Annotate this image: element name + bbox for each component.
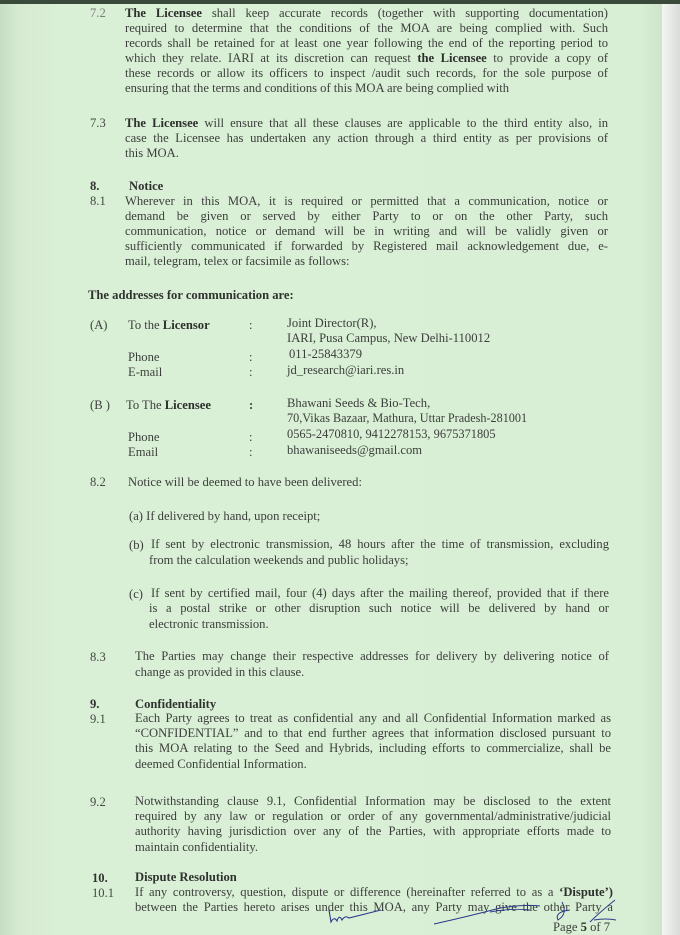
colon: : [249,365,253,379]
licensee-bold: The Licensee [125,116,199,130]
clause-8-2-intro: Notice will be deemed to have been delivered: [128,475,362,489]
clause-7-3-line: this MOA. [125,146,179,160]
clause-8-2-c-line: If sent by certified mail, four (4) days after the mailing thereof, provided that if there [151,586,609,600]
page-label: Page [553,920,581,934]
clause-7-2-line [125,6,608,21]
licensor-phone: 011-25843379 [289,347,362,361]
clause-9-1-line: Each Party agrees to treat as confidential any and all Confidential Information marked as [135,711,611,725]
clause-number-8-2: 8.2 [90,475,106,489]
licensor-email-label: E-mail [128,365,163,379]
signature-initials-left [325,906,385,930]
page-number [553,920,610,935]
licensee-address-line: Bhawani Seeds & Bio-Tech, [287,396,431,410]
clause-number-7-2: 7.2 [90,6,106,20]
clause-8-3-line: The Parties may change their respective addresses for delivery by delivering notice of [135,649,609,663]
clause-8-2-a: (a) If delivered by hand, upon receipt; [129,509,321,523]
clause-9-2-line: authority having jurisdiction over any of the Parties, with appropriate efforts made to [135,824,611,838]
clause-9-2-line: maintain confidentiality. [135,840,258,854]
licensor-email[interactable]: jd_research@iari.res.in [287,363,405,377]
colon: : [249,350,253,364]
section-title-confidentiality: Confidentiality [135,697,217,711]
licensor-address-line: IARI, Pusa Campus, New Delhi-110012 [287,331,491,345]
clause-8-2-b-line: from the calculation weekends and public holidays; [149,553,409,567]
clause-8-2-b-marker: (b) [129,538,144,552]
clause-number-7-3: 7.3 [90,116,106,130]
licensee-phone-label: Phone [128,430,160,444]
licensee-email-label: Email [128,445,159,459]
page-of: of [586,920,604,934]
clause-7-2-line: records shall be retained for at least one year following the end of the reporting period to [125,36,608,50]
section-number-10: 10. [92,871,108,885]
licensor-phone-label: Phone [128,350,160,364]
clause-text: to provide a copy of [486,51,608,65]
clause-number-9-1: 9.1 [90,712,106,726]
label-text: To the [128,318,163,332]
addresses-heading: The addresses for communication are: [88,288,294,302]
licensee-phone: 0565-2470810, 9412278153, 9675371805 [287,427,496,441]
scan-right-edge [662,4,680,935]
clause-9-1-line: “CONFIDENTIAL” and to that end further agrees that information disclosed pursuant to [135,726,611,740]
section-number-8: 8. [90,179,100,193]
clause-8-1-line: Wherever in this MOA, it is required or permitted that a communication, notice or [125,194,608,208]
section-number-9: 9. [90,697,100,711]
licensee-bold: The Licensee [125,6,202,20]
clause-number-8-3: 8.3 [90,650,106,664]
clause-8-1-line: sufficiently communicated if forwarded by Registered mail acknowledgement due, e- [125,239,608,253]
clause-8-1-line: communication, notice or demand will be in writing and will be validly given or [125,224,608,238]
clause-7-2-line: required to determine that the conditions of the MOA are being complied with. Such [125,21,608,35]
clause-8-2-c-line: electronic transmission. [149,617,269,631]
licensor-label [128,318,210,333]
clause-8-2-c-marker: (c) [129,587,143,601]
clause-9-2-line: Notwithstanding clause 9.1, Confidential Information may be disclosed to the extent [135,794,611,808]
licensee-marker: (B ) [90,398,110,412]
section-title-dispute-resolution: Dispute Resolution [135,870,237,884]
clause-8-2-b-line: If sent by electronic transmission, 48 hours after the time of transmission, excluding [151,537,609,551]
dispute-term-bold: ‘Dispute’) [559,885,613,899]
label-bold: Licensee [164,398,211,412]
clause-8-2-c-line: is a postal strike or other disruption such notice will be delivered by hand or [149,601,609,615]
licensee-label [126,398,211,413]
licensee-bold: the Licensee [417,51,487,65]
clause-9-2-line: required by any law or regulation or order of any governmental/administrative/judicial [135,809,611,823]
licensor-address-line: Joint Director(R), [287,316,377,330]
clause-text: shall keep accurate records (together with supporting documentation) [202,6,608,20]
clause-number-9-2: 9.2 [90,795,106,809]
clause-10-1-line: between the Parties hereto arises under this MOA, any Party may give the other Party a [135,900,613,914]
clause-text: If any controversy, question, dispute or difference (hereinafter referred to as a [135,885,560,899]
label-bold: Licensor [162,318,210,332]
page-total: 7 [603,920,611,934]
colon: : [249,445,253,459]
clause-7-3-line: case the Licensee has undertaken any action through a third entity as per provisions of [125,131,608,145]
clause-number-10-1: 10.1 [92,886,115,900]
clause-9-1-line: deemed Confidential Information. [135,757,307,771]
colon: : [249,398,254,412]
clause-8-1-line: mail, telegram, telex or facsimile as follows: [125,254,350,268]
colon: : [249,430,253,444]
label-text: To The [126,398,165,412]
clause-7-2-line: ensuring that the terms and conditions of this MOA are being complied with [125,81,510,95]
licensee-email[interactable]: bhawaniseeds@gmail.com [287,443,423,457]
section-title-notice: Notice [129,179,164,193]
licensee-address-line: 70,Vikas Bazaar, Mathura, Uttar Pradesh-281001 [287,411,528,425]
clause-8-3-line: change as provided in this clause. [135,665,305,679]
licensor-marker: (A) [90,318,108,332]
clause-text: will ensure that all these clauses are applicable to the third entity also, in [198,116,608,130]
clause-7-2-line: these records or allow its officers to inspect /audit such records, for the sole purpose of [125,66,608,80]
clause-8-1-line: demand be given or served by either Party to or on the other Party, such [125,209,608,223]
clause-7-2-line [125,51,608,66]
colon: : [249,318,253,332]
clause-9-1-line: this MOA relating to the Seed and Hybrids, including efforts to commercialize, shall be [135,741,611,755]
clause-7-3-line [125,116,608,131]
clause-text: which they relate. IARI at its discretion can request [125,51,418,65]
clause-number-8-1: 8.1 [90,194,106,208]
page-current: 5 [580,920,587,934]
